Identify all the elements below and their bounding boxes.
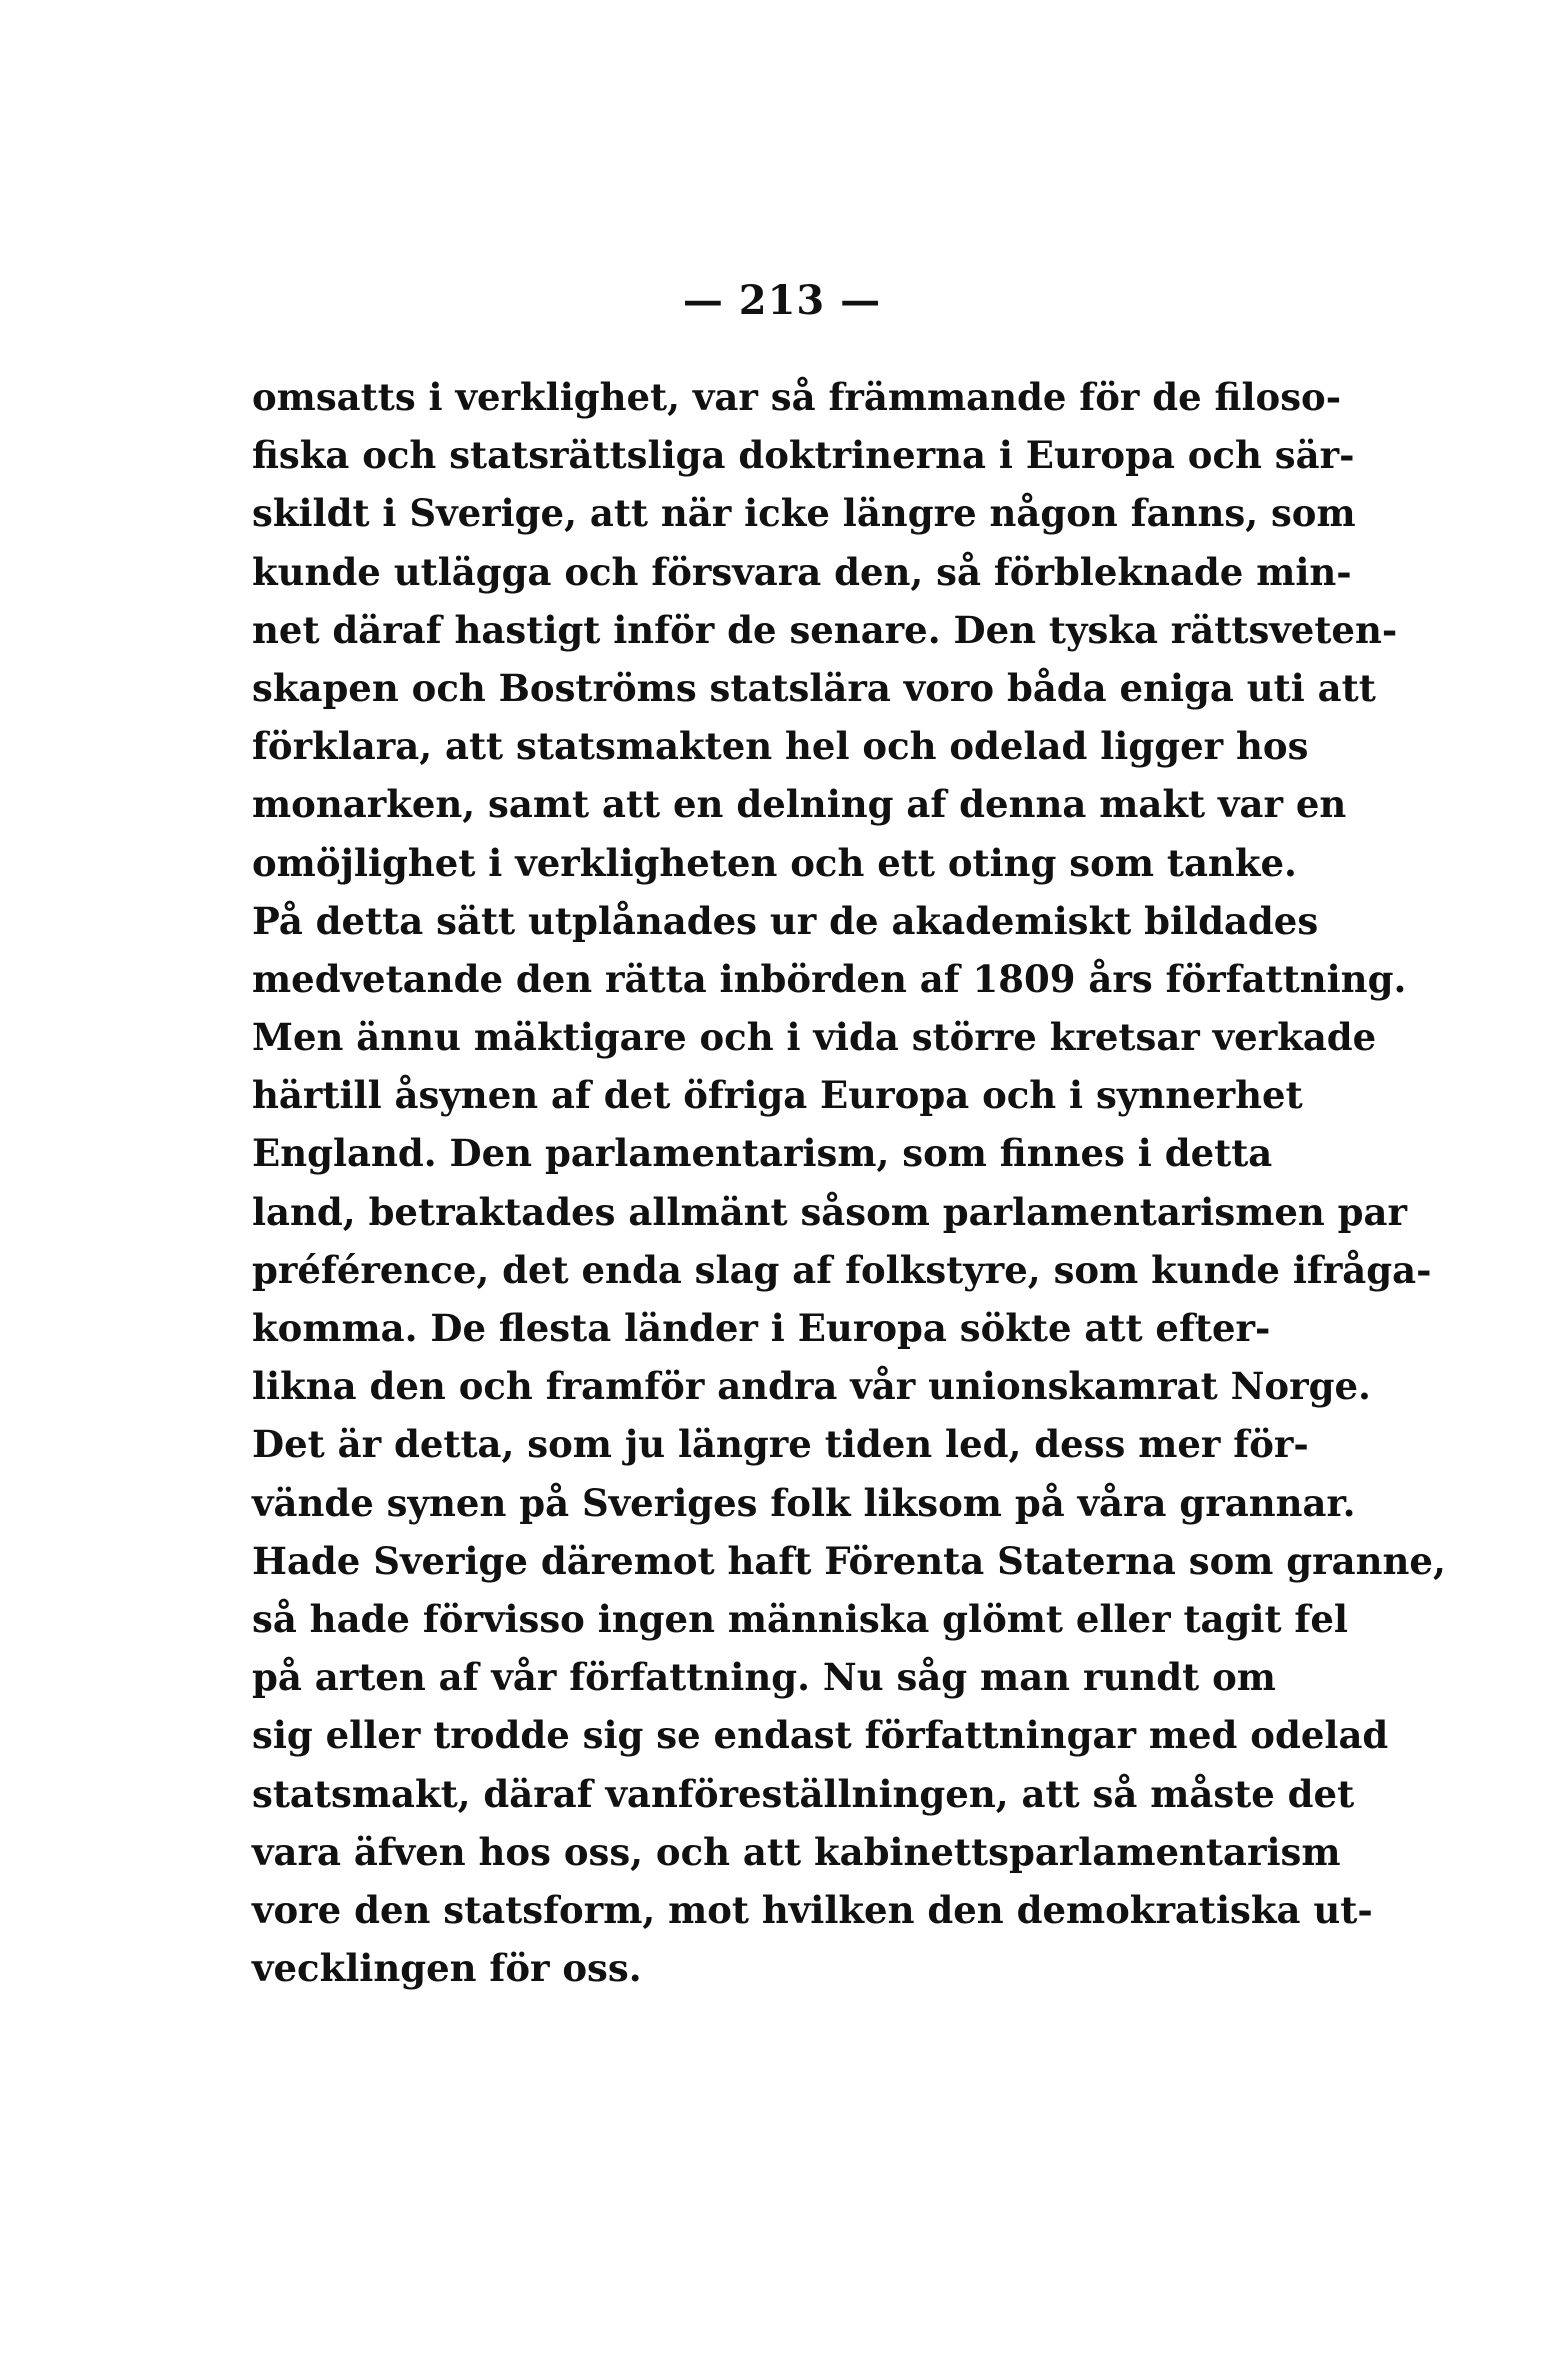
text-line: härtill åsynen af det öfriga Europa och i synnerhet (252, 1073, 1303, 1118)
text-line: Men ännu mäktigare och i vida större kretsar verkade (252, 1015, 1377, 1060)
text-line: vore den statsform, mot hvilken den demokratiska ut- (252, 1887, 1373, 1932)
text-line: fiska och statsrättsliga doktrinerna i Europa och sär- (252, 433, 1355, 478)
text-line: vände synen på Sveriges folk liksom på våra grannar. (252, 1480, 1356, 1525)
text-line: statsmakt, däraf vanföreställningen, att så måste det (252, 1771, 1355, 1816)
text-line: Hade Sverige däremot haft Förenta Staterna som granne, (252, 1538, 1446, 1583)
text-line: préférence, det enda slag af folkstyre, som kunde ifråga- (252, 1247, 1432, 1292)
text-line: omöjlighet i verkligheten och ett oting som tanke. (252, 840, 1297, 885)
text-line: England. Den parlamentarism, som finnes i detta (252, 1131, 1273, 1176)
text-line: skildt i Sverige, att när icke längre någon fanns, som (252, 491, 1356, 536)
text-line: Det är detta, som ju längre tiden led, dess mer för- (252, 1422, 1309, 1467)
text-line: net däraf hastigt inför de senare. Den tyska rättsveten- (252, 607, 1398, 652)
text-line: omsatts i verklighet, var så främmande för de filoso- (252, 375, 1342, 419)
text-line: vara äfven hos oss, och att kabinettsparlamentarism (252, 1829, 1341, 1874)
text-line: likna den och framför andra vår unionskamrat Norge. (252, 1364, 1371, 1409)
text-line: på arten af vår författning. Nu såg man rundt om (252, 1655, 1276, 1700)
text-line: sig eller trodde sig se endast författningar med odelad (252, 1713, 1389, 1758)
text-line: land, betraktades allmänt såsom parlamentarismen par (252, 1189, 1408, 1234)
text-line: komma. De flesta länder i Europa sökte att efter- (252, 1306, 1271, 1350)
text-line: kunde utlägga och försvara den, så förbleknade min- (252, 549, 1352, 594)
text-line: På detta sätt utplånades ur de akademiskt bildades (252, 898, 1319, 943)
body-text (252, 368, 1446, 1997)
text-line: monarken, samt att en delning af denna makt var en (252, 782, 1347, 827)
page-number: — 213 — (682, 277, 882, 324)
text-line: skapen och Boströms statslära voro båda eniga uti att (252, 665, 1376, 710)
text-line: medvetande den rätta inbörden af 1809 års författning. (252, 956, 1407, 1001)
text-line: förklara, att statsmakten hel och odelad ligger hos (252, 724, 1309, 769)
text-line: så hade förvisso ingen människa glömt eller tagit fel (252, 1596, 1348, 1641)
text-line: vecklingen för oss. (252, 1946, 642, 1991)
